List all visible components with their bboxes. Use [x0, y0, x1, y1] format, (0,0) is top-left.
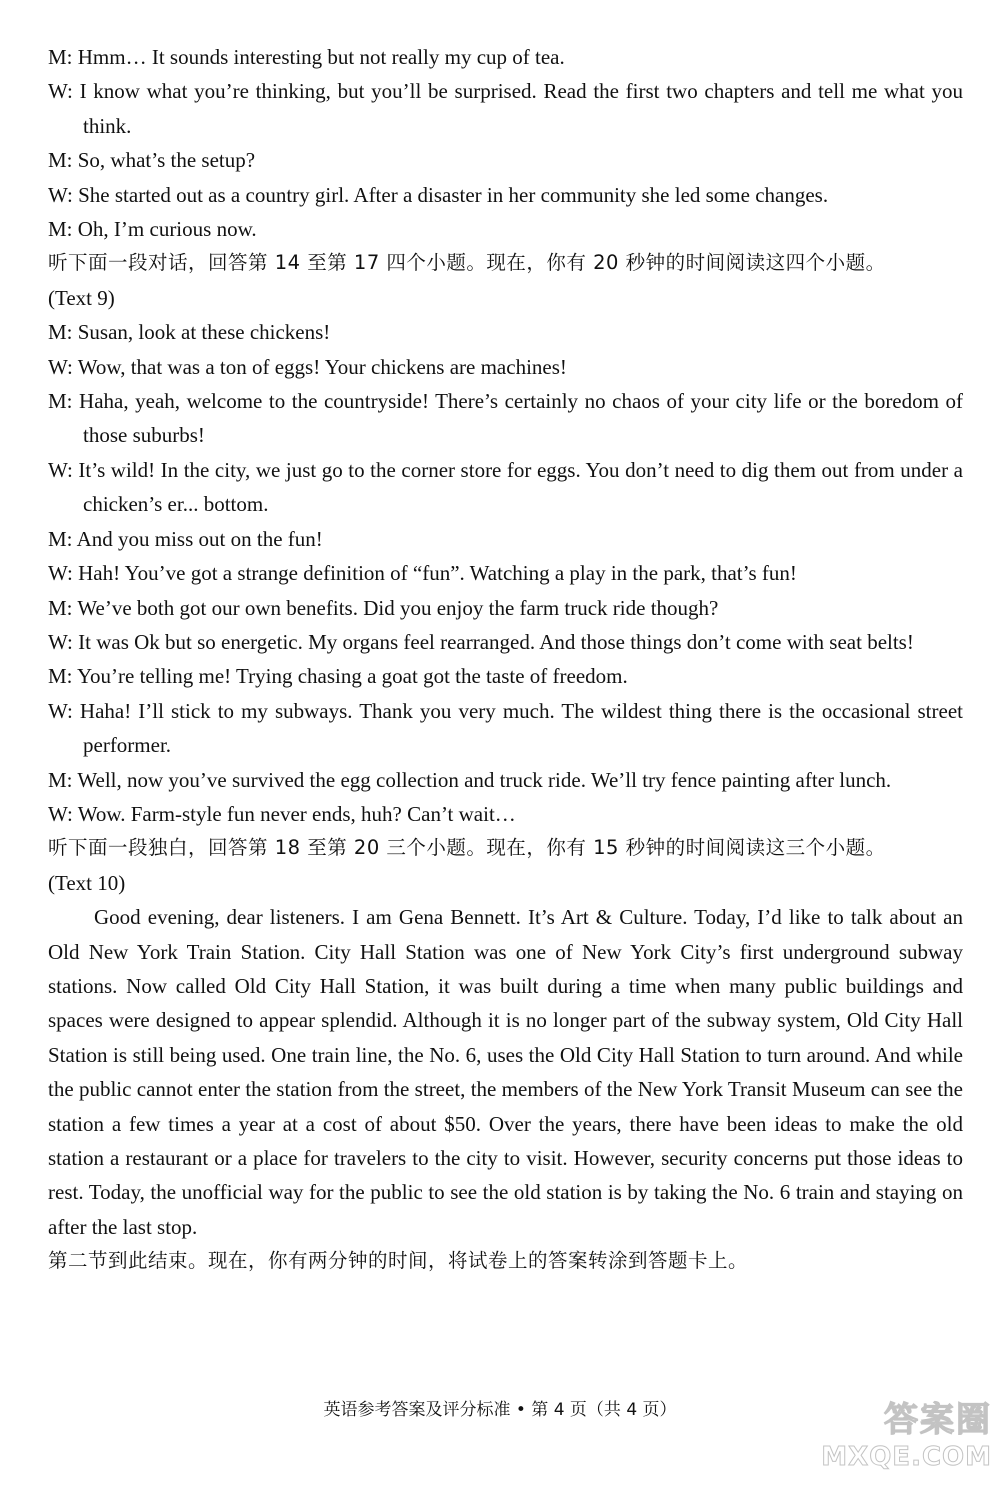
watermark-text: 答案圈 [884, 1400, 992, 1440]
closing-instruction: 第二节到此结束。现在，你有两分钟的时间，将试卷上的答案转涂到答题卡上。 [48, 1249, 749, 1273]
instruction-text: 听下面一段独白，回答第 18 至第 20 三个小题。现在，你有 15 秒钟的时间阅读这三个小题。 [48, 836, 886, 860]
dialogue-line: W: She started out as a country girl. After a disaster in her community she led some changes. [48, 182, 829, 207]
section-heading: (Text 10) [48, 870, 126, 895]
instruction-text: 听下面一段对话，回答第 14 至第 17 四个小题。现在，你有 20 秒钟的时间阅读这四个小题。 [48, 251, 886, 275]
dialogue-line: M: You’re telling me! Trying chasing a goat got the taste of freedom. [48, 664, 628, 689]
dialogue-line: M: Haha, yeah, welcome to the countryside! There’s certainly no chaos of your city life or the boredom of those suburbs! [48, 389, 963, 448]
dialogue-line: M: Oh, I’m curious now. [48, 217, 257, 242]
dialogue-line: W: Hah! You’ve got a strange definition of “fun”. Watching a play in the park, that’s fun! [48, 561, 797, 586]
dialogue-line: M: We’ve both got our own benefits. Did you enjoy the farm truck ride though? [48, 595, 719, 620]
section-heading: (Text 9) [48, 285, 115, 310]
dialogue-line: M: So, what’s the setup? [48, 148, 256, 173]
dialogue-line: W: Wow, that was a ton of eggs! Your chickens are machines! [48, 354, 567, 379]
monologue-paragraph: Good evening, dear listeners. I am Gena Bennett. It’s Art & Culture. Today, I’d like to talk about an Old New York Train Station. City Hall Station was one of New York City’s first underground subway stations. Now called Old City Hall Station, it was built during a time when many public buildings and spaces were designed to appear splendid. Although it is no longer part of the subway system, Old City Hall Station is still being used. One train line, the No. 6, uses the Old City Hall Station to turn around. And while the public cannot enter the station from the street, the members of the New York Transit Museum can see the station a few times a year at a cost of about $50. Over the years, there have been ideas to make the old station a restaurant or a place for travelers to the city to visit. However, security concerns put those ideas to rest. Today, the unofficial way for the public to see the old station is by taking the No. 6 train and staying on after the last stop. [48, 905, 963, 1239]
page-footer: 英语参考答案及评分标准 • 第 4 页（共 4 页） [323, 1400, 677, 1420]
dialogue-line: W: I know what you’re thinking, but you’ll be surprised. Read the first two chapters and tell me what you think. [48, 79, 963, 138]
watermark-logo [802, 1400, 992, 1482]
dialogue-line: W: Wow. Farm-style fun never ends, huh? Can’t wait… [48, 801, 516, 826]
dialogue-line: M: Well, now you’ve survived the egg collection and truck ride. We’ll try fence painting after lunch. [48, 767, 892, 792]
document-page [48, 40, 963, 1279]
dialogue-line: M: And you miss out on the fun! [48, 526, 323, 551]
dialogue-line: W: It’s wild! In the city, we just go to the corner store for eggs. You don’t need to dig them out from under a chicken’s er... bottom. [48, 457, 963, 517]
watermark-url: MXQE.COM [821, 1442, 992, 1472]
dialogue-line: W: It was Ok but so energetic. My organs feel rearranged. And those things don’t come with seat belts! [48, 629, 914, 654]
dialogue-line: W: Haha! I’ll stick to my subways. Thank you very much. The wildest thing there is the occasional street performer. [48, 698, 963, 758]
dialogue-line: M: Hmm… It sounds interesting but not really my cup of tea. [48, 45, 565, 69]
dialogue-line: M: Susan, look at these chickens! [48, 320, 331, 345]
